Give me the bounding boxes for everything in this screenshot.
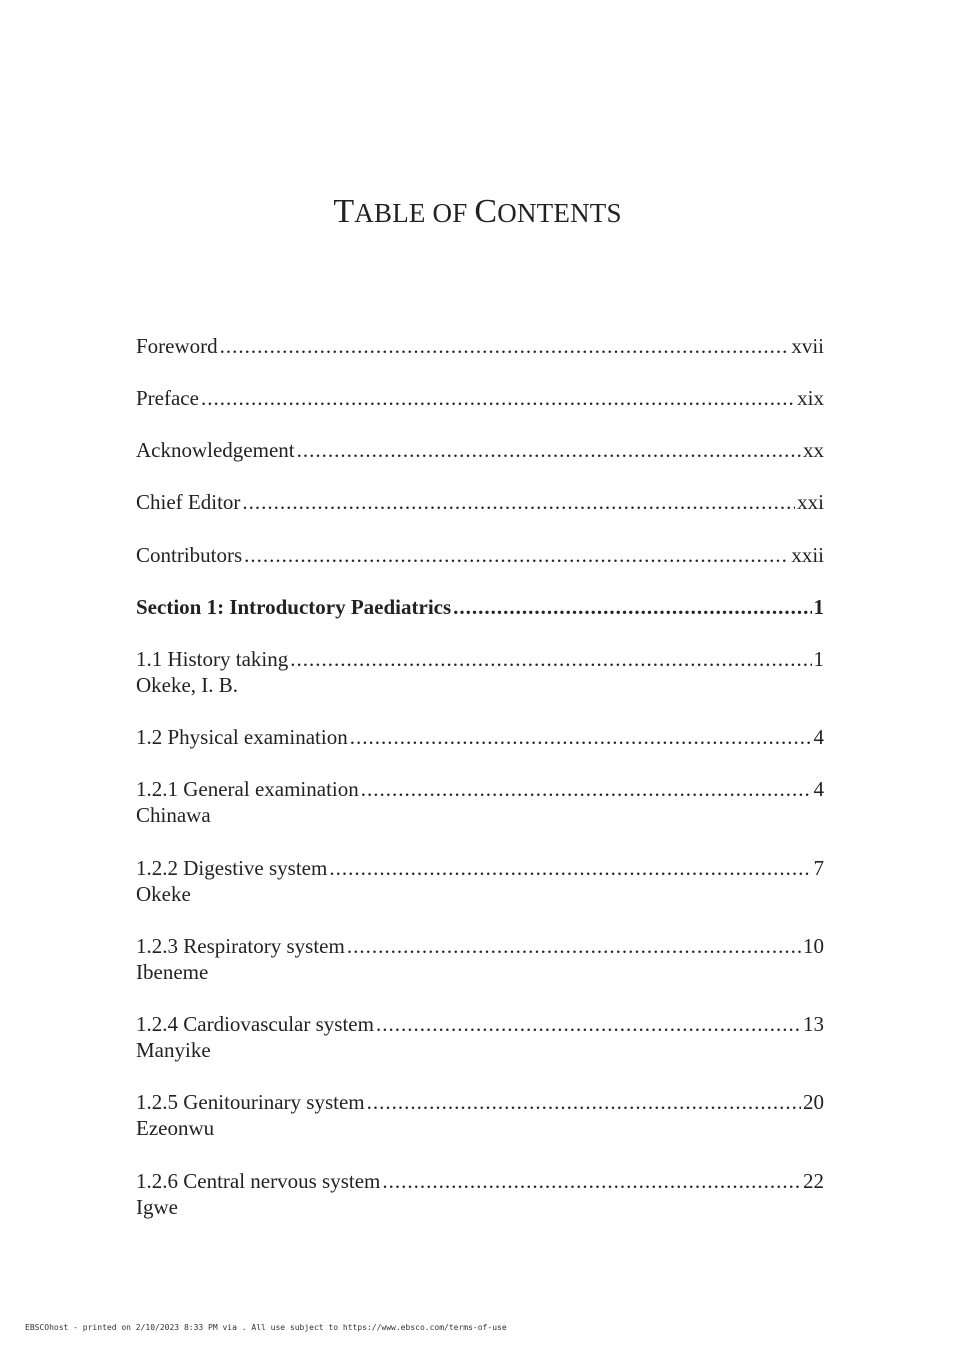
title-cap-1: T (333, 193, 355, 230)
toc-leader-dots (220, 333, 790, 359)
toc-leader-dots (367, 1089, 801, 1115)
toc-entry-label: 1.2.6 Central nervous system (136, 1169, 381, 1193)
toc-entry-foreword[interactable] (136, 333, 824, 359)
toc-entry-label: 1.2 Physical examination (136, 725, 348, 749)
toc-page-number: 7 (813, 856, 824, 880)
toc-entry-label: Preface (136, 386, 199, 410)
toc-entry-label: Acknowledgement (136, 438, 295, 462)
toc-page-number: 4 (813, 777, 824, 801)
toc-entry-general-examination[interactable] (136, 776, 824, 828)
toc-entry-preface[interactable] (136, 385, 824, 411)
print-footer: EBSCOhost - printed on 2/10/2023 8:33 PM via . All use subject to https://www.ebsco.com/terms-of-use (25, 1323, 507, 1332)
toc-entry-author: Ezeonwu (136, 1116, 215, 1140)
title-part-2: ONTENTS (497, 198, 622, 228)
toc-page-number: xix (797, 386, 824, 410)
toc-entry-label: 1.2.3 Respiratory system (136, 934, 345, 958)
toc-entry-label: Section 1: Introductory Paediatrics (136, 595, 452, 619)
toc-leader-dots (361, 776, 812, 802)
toc-page-number: 1 (813, 647, 824, 671)
toc-leader-dots (329, 855, 811, 881)
toc-entry-contributors[interactable] (136, 542, 824, 568)
toc-entry-label: 1.2.5 Genitourinary system (136, 1090, 365, 1114)
toc-entry-digestive-system[interactable] (136, 855, 824, 907)
toc-entry-label: 1.1 History taking (136, 647, 289, 671)
toc-entry-author: Igwe (136, 1195, 178, 1219)
page-title (0, 193, 955, 231)
toc-leader-dots (244, 542, 789, 568)
toc-entry-label: Foreword (136, 334, 218, 358)
toc-page-number: 1 (813, 595, 824, 619)
toc-leader-dots (297, 437, 801, 463)
title-cap-2: C (474, 193, 498, 230)
toc-entry-acknowledgement[interactable] (136, 437, 824, 463)
toc-entry-history-taking[interactable] (136, 646, 824, 698)
toc-page-number: xvii (791, 334, 824, 358)
toc-entry-central-nervous-system[interactable] (136, 1168, 824, 1220)
toc-entry-author: Ibeneme (136, 960, 209, 984)
toc-entry-label: Contributors (136, 543, 243, 567)
toc-entry-genitourinary-system[interactable] (136, 1089, 824, 1141)
title-part-1: ABLE OF (354, 198, 475, 228)
toc-leader-dots (376, 1011, 801, 1037)
toc-leader-dots (453, 594, 811, 620)
toc-entry-author: Okeke (136, 882, 191, 906)
toc-entry-chief-editor[interactable] (136, 489, 824, 515)
toc-entry-label: Chief Editor (136, 490, 241, 514)
toc-entry-cardiovascular-system[interactable] (136, 1011, 824, 1063)
toc-page-number: xx (803, 438, 824, 462)
toc-leader-dots (201, 385, 795, 411)
toc-leader-dots (347, 933, 801, 959)
toc-page-number: 10 (803, 934, 824, 958)
toc-leader-dots (290, 646, 811, 672)
toc-page-number: 4 (813, 725, 824, 749)
toc-leader-dots (242, 489, 795, 515)
toc-entry-label: 1.2.4 Cardiovascular system (136, 1012, 374, 1036)
toc-entry-label: 1.2.2 Digestive system (136, 856, 328, 880)
toc-leader-dots (350, 724, 812, 750)
toc-entry-label: 1.2.1 General examination (136, 777, 359, 801)
toc-page-number: 22 (803, 1169, 824, 1193)
toc-entry-author: Okeke, I. B. (136, 673, 239, 697)
toc-page-number: xxii (791, 543, 824, 567)
toc-entry-physical-examination[interactable] (136, 724, 824, 750)
toc-entry-author: Chinawa (136, 803, 211, 827)
toc-leader-dots (382, 1168, 801, 1194)
toc-page-number: 13 (803, 1012, 824, 1036)
toc-page-number: xxi (797, 490, 824, 514)
toc-page-number: 20 (803, 1090, 824, 1114)
toc-entry-respiratory-system[interactable] (136, 933, 824, 985)
toc-entry-author: Manyike (136, 1038, 211, 1062)
toc-section-heading[interactable] (136, 594, 824, 620)
